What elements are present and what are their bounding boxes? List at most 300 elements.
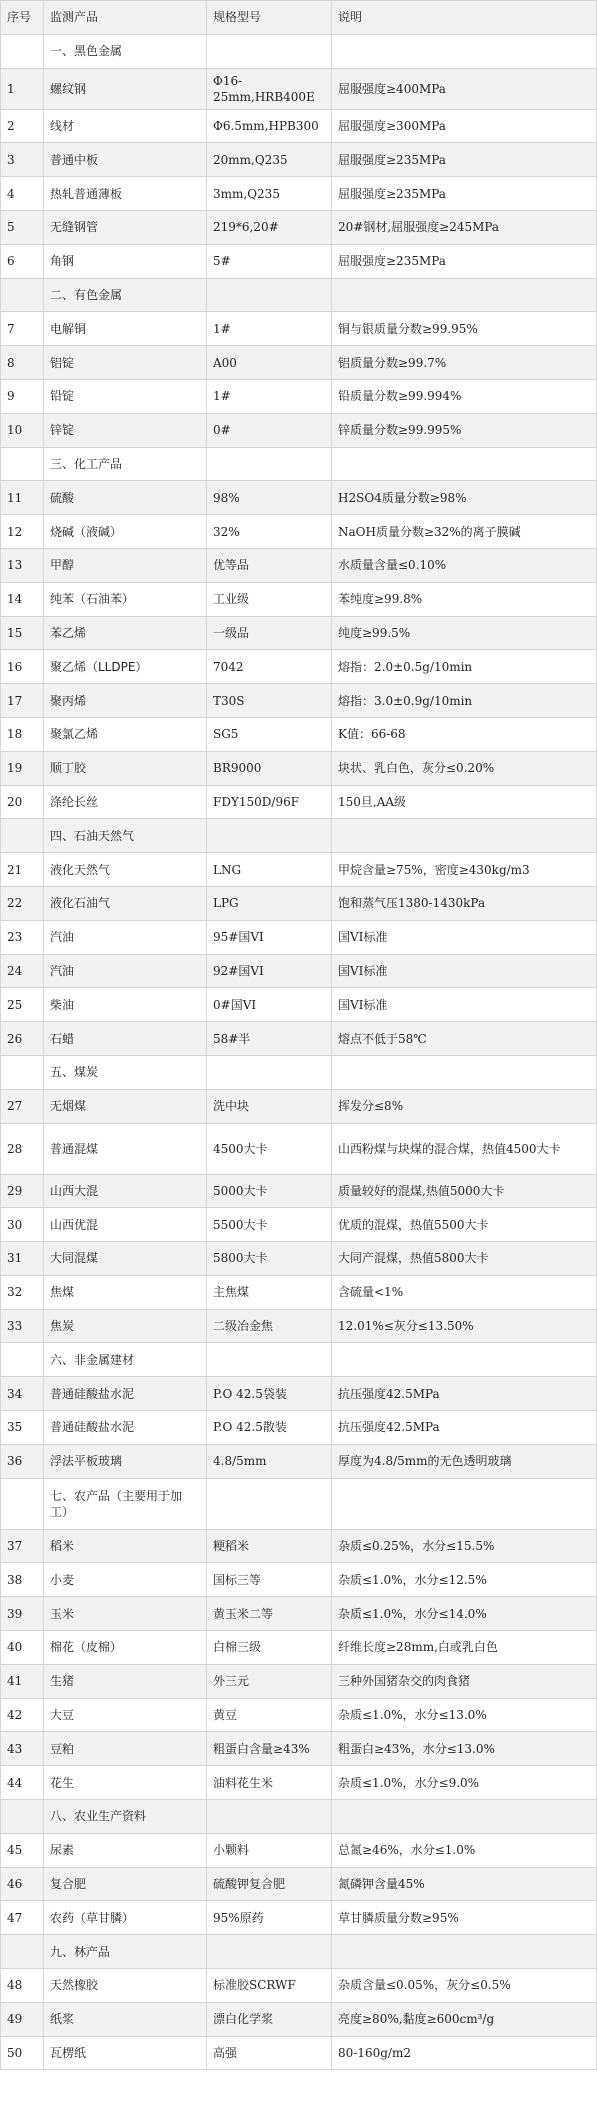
cell-description: 屈服强度≥300MPa	[332, 109, 597, 143]
section-title: 三、化工产品	[44, 447, 207, 481]
section-row	[1, 278, 597, 312]
section-row	[1, 1478, 597, 1529]
table-row	[1, 109, 597, 143]
cell-spec: Φ16-25mm,HRB400E	[207, 68, 332, 109]
cell-description: 含硫量<1%	[332, 1275, 597, 1309]
cell-spec: 1#	[207, 379, 332, 413]
cell-description: 铅质量分数≥99.994%	[332, 379, 597, 413]
cell-description: 挥发分≤8%	[332, 1089, 597, 1123]
cell-product: 焦煤	[44, 1275, 207, 1309]
cell-spec: 5000大卡	[207, 1174, 332, 1208]
cell-description: 杂质含量≤0.05%，灰分≤0.5%	[332, 1969, 597, 2003]
table-row	[1, 1833, 597, 1867]
cell-description: 大同产混煤，热值5800大卡	[332, 1242, 597, 1276]
table-row	[1, 177, 597, 211]
cell-serial-number: 23	[1, 920, 44, 954]
table-row	[1, 481, 597, 515]
cell-spec: LNG	[207, 853, 332, 887]
cell-serial-number: 33	[1, 1309, 44, 1343]
table-row	[1, 1242, 597, 1276]
cell-serial-number: 14	[1, 582, 44, 616]
cell-product: 顺丁胶	[44, 751, 207, 785]
table-row	[1, 785, 597, 819]
cell-description: 厚度为4.8/5mm的无色透明玻璃	[332, 1444, 597, 1478]
cell-description: 国VI标准	[332, 988, 597, 1022]
cell-product: 铅锭	[44, 379, 207, 413]
section-empty-cell	[1, 819, 44, 853]
cell-serial-number: 27	[1, 1089, 44, 1123]
table-row	[1, 379, 597, 413]
section-empty-cell	[1, 278, 44, 312]
cell-product: 生猪	[44, 1664, 207, 1698]
cell-serial-number: 11	[1, 481, 44, 515]
cell-product: 烧碱（液碱）	[44, 515, 207, 549]
section-empty-cell	[332, 1343, 597, 1377]
cell-product: 汽油	[44, 954, 207, 988]
cell-spec: 4.8/5mm	[207, 1444, 332, 1478]
section-title: 四、石油天然气	[44, 819, 207, 853]
cell-spec: FDY150D/96F	[207, 785, 332, 819]
cell-serial-number: 40	[1, 1631, 44, 1665]
cell-spec: 7042	[207, 650, 332, 684]
cell-product: 汽油	[44, 920, 207, 954]
cell-serial-number: 34	[1, 1377, 44, 1411]
cell-product: 纯苯（石油苯）	[44, 582, 207, 616]
cell-spec: 黄玉米二等	[207, 1597, 332, 1631]
cell-serial-number: 5	[1, 210, 44, 244]
cell-serial-number: 46	[1, 1867, 44, 1901]
section-empty-cell	[1, 1478, 44, 1529]
cell-serial-number: 16	[1, 650, 44, 684]
table-row	[1, 1867, 597, 1901]
cell-product: 铝锭	[44, 346, 207, 380]
cell-description: 抗压强度42.5MPa	[332, 1377, 597, 1411]
table-row	[1, 684, 597, 718]
section-title: 六、非金属建材	[44, 1343, 207, 1377]
cell-description: 块状、乳白色，灰分≤0.20%	[332, 751, 597, 785]
table-row	[1, 1411, 597, 1445]
cell-product: 普通硅酸盐水泥	[44, 1377, 207, 1411]
table-row	[1, 988, 597, 1022]
table-row	[1, 1444, 597, 1478]
cell-product: 豆粕	[44, 1732, 207, 1766]
cell-spec: 粳稻米	[207, 1529, 332, 1563]
cell-description: 国VI标准	[332, 954, 597, 988]
cell-description: 锌质量分数≥99.995%	[332, 413, 597, 447]
section-title: 五、煤炭	[44, 1055, 207, 1089]
cell-serial-number: 30	[1, 1208, 44, 1242]
cell-spec: 油料花生米	[207, 1766, 332, 1800]
cell-spec: 优等品	[207, 548, 332, 582]
cell-serial-number: 3	[1, 143, 44, 177]
cell-product: 甲醇	[44, 548, 207, 582]
cell-spec: P.O 42.5散装	[207, 1411, 332, 1445]
cell-serial-number: 17	[1, 684, 44, 718]
cell-product: 角钢	[44, 244, 207, 278]
cell-description: 抗压强度42.5MPa	[332, 1411, 597, 1445]
table-row	[1, 1766, 597, 1800]
cell-serial-number: 8	[1, 346, 44, 380]
cell-product: 无缝钢管	[44, 210, 207, 244]
section-empty-cell	[207, 278, 332, 312]
section-title: 一、黑色金属	[44, 34, 207, 68]
cell-product: 小麦	[44, 1563, 207, 1597]
cell-serial-number: 1	[1, 68, 44, 109]
cell-serial-number: 4	[1, 177, 44, 211]
cell-product: 苯乙烯	[44, 616, 207, 650]
cell-description: 150旦,AA级	[332, 785, 597, 819]
cell-spec: 白棉三级	[207, 1631, 332, 1665]
section-empty-cell	[332, 34, 597, 68]
cell-product: 稻米	[44, 1529, 207, 1563]
cell-description: 80-160g/m2	[332, 2036, 597, 2070]
cell-product: 瓦楞纸	[44, 2036, 207, 2070]
cell-serial-number: 22	[1, 886, 44, 920]
cell-description: NaOH质量分数≥32%的离子膜碱	[332, 515, 597, 549]
cell-serial-number: 45	[1, 1833, 44, 1867]
cell-description: 饱和蒸气压1380-1430kPa	[332, 886, 597, 920]
section-empty-cell	[207, 447, 332, 481]
cell-description: 铜与银质量分数≥99.95%	[332, 312, 597, 346]
section-empty-cell	[207, 1800, 332, 1834]
cell-product: 花生	[44, 1766, 207, 1800]
cell-product: 焦炭	[44, 1309, 207, 1343]
cell-product: 纸浆	[44, 2002, 207, 2036]
table-row	[1, 515, 597, 549]
cell-product: 大豆	[44, 1698, 207, 1732]
section-empty-cell	[332, 1055, 597, 1089]
cell-serial-number: 13	[1, 548, 44, 582]
cell-product: 涤纶长丝	[44, 785, 207, 819]
table-row	[1, 582, 597, 616]
table-row	[1, 1664, 597, 1698]
section-empty-cell	[207, 34, 332, 68]
table-row	[1, 312, 597, 346]
cell-spec: 92#国VI	[207, 954, 332, 988]
header-product: 监测产品	[44, 1, 207, 35]
cell-description: 质量较好的混煤,热值5000大卡	[332, 1174, 597, 1208]
section-row	[1, 819, 597, 853]
cell-description: 优质的混煤，热值5500大卡	[332, 1208, 597, 1242]
section-empty-cell	[332, 1478, 597, 1529]
cell-serial-number: 38	[1, 1563, 44, 1597]
table-row	[1, 1208, 597, 1242]
section-empty-cell	[1, 1055, 44, 1089]
section-title: 七、农产品（主要用于加工）	[44, 1478, 207, 1529]
section-row	[1, 1935, 597, 1969]
cell-description: 杂质≤1.0%，水分≤13.0%	[332, 1698, 597, 1732]
cell-product: 柴油	[44, 988, 207, 1022]
cell-serial-number: 37	[1, 1529, 44, 1563]
table-row	[1, 244, 597, 278]
cell-serial-number: 18	[1, 717, 44, 751]
table-row	[1, 1529, 597, 1563]
section-empty-cell	[332, 447, 597, 481]
cell-product: 线材	[44, 109, 207, 143]
table-row	[1, 143, 597, 177]
cell-description: 氮磷钾含量45%	[332, 1867, 597, 1901]
cell-product: 聚丙烯	[44, 684, 207, 718]
cell-serial-number: 26	[1, 1022, 44, 1056]
section-empty-cell	[207, 1478, 332, 1529]
cell-product: 锌锭	[44, 413, 207, 447]
cell-serial-number: 35	[1, 1411, 44, 1445]
cell-spec: 3mm,Q235	[207, 177, 332, 211]
cell-spec: 洗中块	[207, 1089, 332, 1123]
cell-product: 尿素	[44, 1833, 207, 1867]
cell-spec: 黄豆	[207, 1698, 332, 1732]
cell-serial-number: 49	[1, 2002, 44, 2036]
cell-spec: LPG	[207, 886, 332, 920]
section-row	[1, 447, 597, 481]
cell-description: 国VI标准	[332, 920, 597, 954]
cell-description: 熔指：3.0±0.9g/10min	[332, 684, 597, 718]
cell-description: 纤维长度≥28mm,白或乳白色	[332, 1631, 597, 1665]
cell-product: 电解铜	[44, 312, 207, 346]
cell-description: 铝质量分数≥99.7%	[332, 346, 597, 380]
cell-serial-number: 7	[1, 312, 44, 346]
cell-spec: 58#半	[207, 1022, 332, 1056]
cell-spec: 高强	[207, 2036, 332, 2070]
cell-spec: 小颗料	[207, 1833, 332, 1867]
cell-product: 山西大混	[44, 1174, 207, 1208]
cell-description: 屈服强度≥235MPa	[332, 177, 597, 211]
cell-description: 屈服强度≥400MPa	[332, 68, 597, 109]
cell-serial-number: 41	[1, 1664, 44, 1698]
cell-serial-number: 25	[1, 988, 44, 1022]
table-row	[1, 1698, 597, 1732]
header-spec: 规格型号	[207, 1, 332, 35]
section-empty-cell	[332, 1935, 597, 1969]
section-empty-cell	[207, 819, 332, 853]
table-header-row	[1, 1, 597, 35]
table-row	[1, 548, 597, 582]
cell-serial-number: 21	[1, 853, 44, 887]
table-row	[1, 717, 597, 751]
cell-description: 熔指：2.0±0.5g/10min	[332, 650, 597, 684]
table-row	[1, 1377, 597, 1411]
cell-description: 12.01%≤灰分≤13.50%	[332, 1309, 597, 1343]
table-row	[1, 853, 597, 887]
table-row	[1, 2036, 597, 2070]
cell-description: 甲烷含量≥75%，密度≥430kg/m3	[332, 853, 597, 887]
section-empty-cell	[1, 447, 44, 481]
table-row	[1, 954, 597, 988]
cell-description: 苯纯度≥99.8%	[332, 582, 597, 616]
cell-description: 亮度≥80%,黏度≥600cm³/g	[332, 2002, 597, 2036]
cell-spec: 0#	[207, 413, 332, 447]
cell-description: 杂质≤1.0%，水分≤9.0%	[332, 1766, 597, 1800]
cell-spec: 5500大卡	[207, 1208, 332, 1242]
cell-spec: 0#国VI	[207, 988, 332, 1022]
table-row	[1, 1563, 597, 1597]
table-row	[1, 413, 597, 447]
table-row	[1, 1597, 597, 1631]
cell-serial-number: 48	[1, 1969, 44, 2003]
cell-spec: 外三元	[207, 1664, 332, 1698]
section-row	[1, 1800, 597, 1834]
cell-product: 无烟煤	[44, 1089, 207, 1123]
cell-spec: 硫酸钾复合肥	[207, 1867, 332, 1901]
cell-product: 山西优混	[44, 1208, 207, 1242]
section-empty-cell	[207, 1935, 332, 1969]
section-empty-cell	[332, 1800, 597, 1834]
section-title: 八、农业生产资料	[44, 1800, 207, 1834]
header-description: 说明	[332, 1, 597, 35]
cell-description: 粗蛋白≥43%，水分≤13.0%	[332, 1732, 597, 1766]
cell-spec: 95#国VI	[207, 920, 332, 954]
cell-description: 水质量含量≤0.10%	[332, 548, 597, 582]
cell-product: 玉米	[44, 1597, 207, 1631]
section-empty-cell	[332, 278, 597, 312]
cell-product: 普通硅酸盐水泥	[44, 1411, 207, 1445]
table-row	[1, 650, 597, 684]
section-empty-cell	[207, 1055, 332, 1089]
cell-description: 纯度≥99.5%	[332, 616, 597, 650]
cell-spec: 20mm,Q235	[207, 143, 332, 177]
table-row	[1, 1123, 597, 1174]
cell-serial-number: 24	[1, 954, 44, 988]
table-row	[1, 1631, 597, 1665]
section-empty-cell	[1, 1800, 44, 1834]
table-row	[1, 1309, 597, 1343]
cell-serial-number: 9	[1, 379, 44, 413]
cell-spec: 98%	[207, 481, 332, 515]
cell-product: 石蜡	[44, 1022, 207, 1056]
cell-product: 浮法平板玻璃	[44, 1444, 207, 1478]
cell-description: 熔点不低于58℃	[332, 1022, 597, 1056]
table-row	[1, 1022, 597, 1056]
cell-spec: 5800大卡	[207, 1242, 332, 1276]
cell-description: 屈服强度≥235MPa	[332, 244, 597, 278]
cell-product: 聚乙烯（LLDPE）	[44, 650, 207, 684]
cell-description: K值：66-68	[332, 717, 597, 751]
cell-serial-number: 19	[1, 751, 44, 785]
cell-serial-number: 20	[1, 785, 44, 819]
cell-spec: 标准胶SCRWF	[207, 1969, 332, 2003]
cell-product: 农药（草甘膦）	[44, 1901, 207, 1935]
cell-product: 聚氯乙烯	[44, 717, 207, 751]
cell-product: 硫酸	[44, 481, 207, 515]
table-row	[1, 210, 597, 244]
section-empty-cell	[207, 1343, 332, 1377]
table-row	[1, 1732, 597, 1766]
table-row	[1, 1969, 597, 2003]
cell-serial-number: 50	[1, 2036, 44, 2070]
table-row	[1, 751, 597, 785]
cell-spec: 5#	[207, 244, 332, 278]
cell-serial-number: 15	[1, 616, 44, 650]
cell-spec: 32%	[207, 515, 332, 549]
cell-spec: A00	[207, 346, 332, 380]
cell-serial-number: 43	[1, 1732, 44, 1766]
table-row	[1, 1901, 597, 1935]
section-empty-cell	[1, 1935, 44, 1969]
cell-spec: 工业级	[207, 582, 332, 616]
cell-serial-number: 32	[1, 1275, 44, 1309]
cell-serial-number: 29	[1, 1174, 44, 1208]
cell-description: 杂质≤1.0%，水分≤14.0%	[332, 1597, 597, 1631]
table-row	[1, 346, 597, 380]
cell-spec: 1#	[207, 312, 332, 346]
table-row	[1, 1275, 597, 1309]
cell-product: 热轧普通薄板	[44, 177, 207, 211]
table-row	[1, 68, 597, 109]
cell-spec: SG5	[207, 717, 332, 751]
cell-spec: 一级品	[207, 616, 332, 650]
cell-spec: 219*6,20#	[207, 210, 332, 244]
cell-description: 草甘膦质量分数≥95%	[332, 1901, 597, 1935]
section-empty-cell	[1, 34, 44, 68]
cell-spec: 漂白化学浆	[207, 2002, 332, 2036]
cell-product: 天然橡胶	[44, 1969, 207, 2003]
cell-spec: 95%原药	[207, 1901, 332, 1935]
header-serial-number: 序号	[1, 1, 44, 35]
section-title: 二、有色金属	[44, 278, 207, 312]
section-empty-cell	[332, 819, 597, 853]
cell-serial-number: 44	[1, 1766, 44, 1800]
cell-product: 大同混煤	[44, 1242, 207, 1276]
section-row	[1, 1343, 597, 1377]
section-row	[1, 34, 597, 68]
cell-serial-number: 42	[1, 1698, 44, 1732]
table-row	[1, 2002, 597, 2036]
cell-spec: 二级冶金焦	[207, 1309, 332, 1343]
cell-spec: T30S	[207, 684, 332, 718]
cell-product: 普通混煤	[44, 1123, 207, 1174]
cell-spec: 国标三等	[207, 1563, 332, 1597]
cell-spec: P.O 42.5袋装	[207, 1377, 332, 1411]
cell-spec: BR9000	[207, 751, 332, 785]
cell-serial-number: 10	[1, 413, 44, 447]
cell-product: 棉花（皮棉）	[44, 1631, 207, 1665]
cell-description: 总氮≥46%，水分≤1.0%	[332, 1833, 597, 1867]
table-row	[1, 1174, 597, 1208]
cell-spec: Φ6.5mm,HPB300	[207, 109, 332, 143]
cell-serial-number: 36	[1, 1444, 44, 1478]
cell-description: 20#钢材,屈服强度≥245MPa	[332, 210, 597, 244]
cell-spec: 粗蛋白含量≥43%	[207, 1732, 332, 1766]
cell-product: 液化天然气	[44, 853, 207, 887]
cell-serial-number: 47	[1, 1901, 44, 1935]
section-row	[1, 1055, 597, 1089]
table-row	[1, 886, 597, 920]
table-row	[1, 1089, 597, 1123]
table-row	[1, 920, 597, 954]
cell-serial-number: 28	[1, 1123, 44, 1174]
cell-serial-number: 12	[1, 515, 44, 549]
cell-product: 螺纹钢	[44, 68, 207, 109]
cell-description: 杂质≤0.25%，水分≤15.5%	[332, 1529, 597, 1563]
cell-spec: 主焦煤	[207, 1275, 332, 1309]
cell-serial-number: 39	[1, 1597, 44, 1631]
cell-description: 三种外国猪杂交的肉食猪	[332, 1664, 597, 1698]
cell-serial-number: 31	[1, 1242, 44, 1276]
table-body	[1, 1, 597, 2070]
cell-product: 复合肥	[44, 1867, 207, 1901]
cell-product: 普通中板	[44, 143, 207, 177]
cell-serial-number: 2	[1, 109, 44, 143]
section-title: 九、林产品	[44, 1935, 207, 1969]
cell-product: 液化石油气	[44, 886, 207, 920]
cell-serial-number: 6	[1, 244, 44, 278]
table-row	[1, 616, 597, 650]
section-empty-cell	[1, 1343, 44, 1377]
cell-description: 杂质≤1.0%，水分≤12.5%	[332, 1563, 597, 1597]
cell-description: 屈服强度≥235MPa	[332, 143, 597, 177]
cell-description: H2SO4质量分数≥98%	[332, 481, 597, 515]
cell-description: 山西粉煤与块煤的混合煤，热值4500大卡	[332, 1123, 597, 1174]
